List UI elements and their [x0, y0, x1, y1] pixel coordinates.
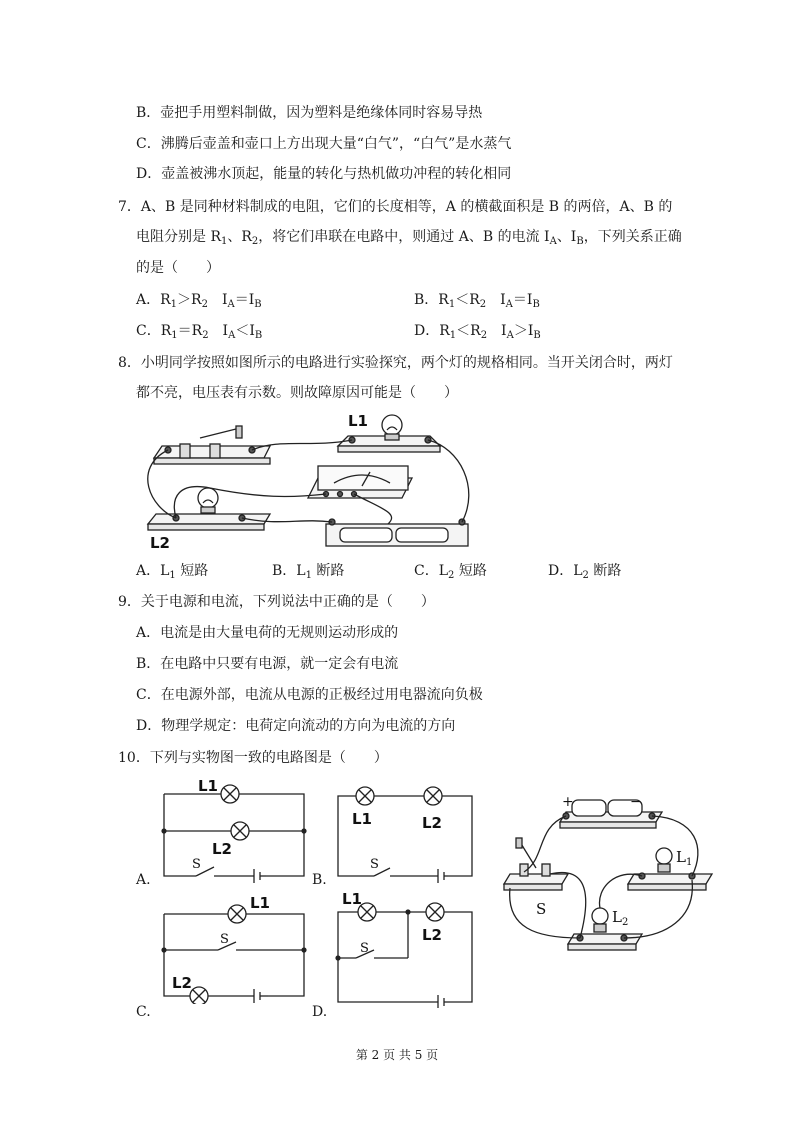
q8-option-b: B．$L_1$ 断路 — [272, 563, 345, 581]
q10-option-c-label: C. — [136, 1004, 151, 1020]
q10-physical-label-l1: $L_1$ — [676, 848, 693, 868]
q10-circuit-d — [330, 888, 480, 1008]
q10-d-label-l2: L2 — [422, 926, 442, 944]
q9-option-c: C．在电源外部，电流从电源的正极经过用电器流向负极 — [136, 687, 483, 703]
q10-stem: 10．下列与实物图一致的电路图是（ ） — [118, 750, 388, 766]
q10-b-label-s: S — [370, 857, 379, 872]
q10-battery-plus: + — [562, 794, 574, 810]
q7-stem-line1: 7．A、B 是同种材料制成的电阻，它们的长度相等，A 的横截面积是 B 的两倍，A、B 的 — [118, 199, 673, 215]
q8-figure-label-l2: L2 — [150, 534, 170, 552]
q8-option-a: A．$L_1$ 短路 — [136, 563, 209, 581]
q9-option-d: D．物理学规定：电荷定向流动的方向为电流的方向 — [136, 718, 456, 734]
q10-option-d-label: D. — [312, 1004, 328, 1020]
q10-c-label-l1: L1 — [250, 894, 270, 912]
q7-stem-line3: 的是（ ） — [136, 260, 220, 276]
q10-option-a-label: A. — [136, 872, 151, 888]
q8-stem-line1: 8．小明同学按照如图所示的电路进行实验探究，两个灯的规格相同。当开关闭合时，两灯 — [118, 355, 673, 371]
q8-stem-line2: 都不亮，电压表有示数。则故障原因可能是（ ） — [136, 385, 458, 401]
q6-option-c: C．沸腾后壶盖和壶口上方出现大量“白气”，“白气”是水蒸气 — [136, 136, 512, 152]
q9-option-a: A．电流是由大量电荷的无规则运动形成的 — [136, 625, 399, 641]
q7-stem-line2: 电阻分别是 $R_1$、$R_2$，将它们串联在电路中，则通过 A、B 的电流 $I_A$、$I_B$，下列关系正确 — [136, 229, 682, 247]
q10-c-label-s: S — [220, 932, 229, 947]
q10-b-label-l2: L2 — [422, 814, 442, 832]
q9-stem: 9．关于电源和电流，下列说法中正确的是（ ） — [118, 594, 435, 610]
q10-d-label-s: S — [360, 941, 369, 956]
q8-option-c: C．$L_2$ 短路 — [414, 563, 487, 581]
q7-option-c: C．$R_1=R_2$ $I_A<I_B$ — [136, 323, 263, 341]
q10-a-label-s: S — [192, 857, 201, 872]
q7-option-a: A．$R_1>R_2$ $I_A=I_B$ — [136, 292, 262, 310]
q10-b-label-l1: L1 — [352, 810, 372, 828]
q6-option-d: D．壶盖被沸水顶起，能量的转化与热机做功冲程的转化相同 — [136, 166, 512, 182]
q10-option-b-label: B. — [312, 872, 327, 888]
q7-option-b: B．$R_1<R_2$ $I_A=I_B$ — [414, 292, 540, 310]
q10-a-label-l1: L1 — [198, 777, 218, 795]
page-footer: 第 2 页 共 5 页 — [355, 1048, 439, 1062]
q10-physical-label-l2: $L_2$ — [612, 908, 629, 928]
q10-physical-label-s: S — [536, 900, 547, 918]
q6-option-b: B．壶把手用塑料制做，因为塑料是绝缘体同时容易导热 — [136, 105, 483, 121]
q7-option-d: D．$R_1<R_2$ $I_A>I_B$ — [414, 323, 541, 341]
q8-option-d: D．$L_2$ 断路 — [548, 563, 622, 581]
q10-physical-figure — [496, 788, 726, 960]
q8-figure-label-l1: L1 — [348, 412, 368, 430]
q10-a-label-l2: L2 — [212, 840, 232, 858]
q9-option-b: B．在电路中只要有电源，就一定会有电流 — [136, 656, 399, 672]
q10-c-label-l2: L2 — [172, 974, 192, 992]
q10-battery-minus: − — [630, 794, 642, 810]
q10-circuit-c — [150, 892, 310, 1004]
q10-circuit-b — [330, 780, 480, 884]
q10-circuit-a — [150, 774, 310, 884]
q8-circuit-figure — [140, 408, 490, 554]
q10-d-label-l1: L1 — [342, 890, 362, 908]
